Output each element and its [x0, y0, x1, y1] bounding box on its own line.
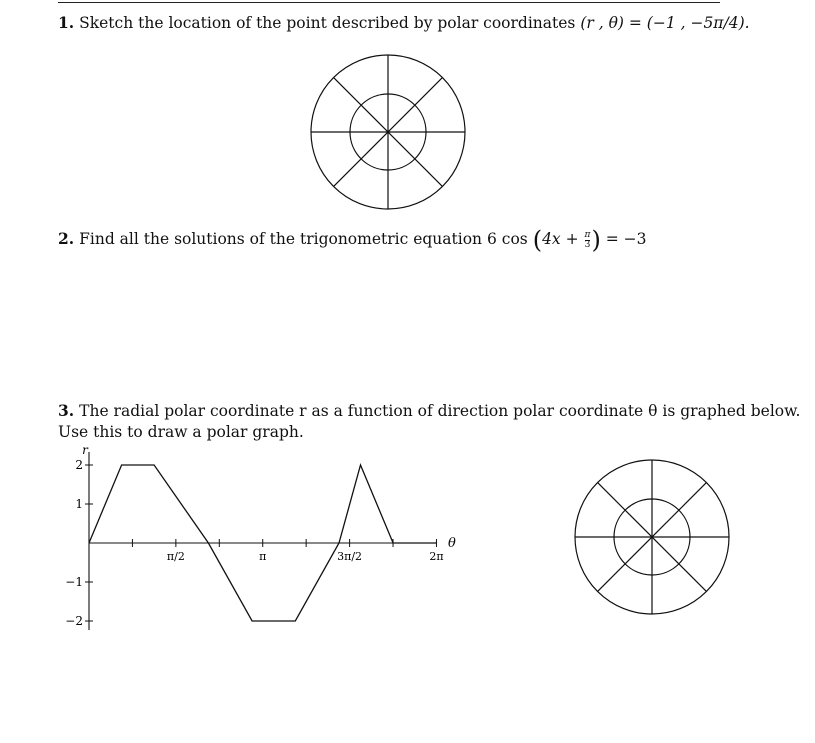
left-paren: (: [532, 226, 543, 254]
polar-grid-1: [309, 53, 469, 213]
problem-1-number: 1.: [58, 13, 75, 32]
problem-2: [58, 226, 647, 254]
problem-1: [58, 13, 750, 33]
problem-3-line-1: The radial polar coordinate r as a function of direction polar coordinate θ is graphed below.: [79, 402, 801, 420]
y-tick-label: −2: [65, 614, 83, 628]
x-tick-label: 3π/2: [337, 550, 363, 563]
problem-2-equation-rhs: = −3: [605, 230, 647, 248]
r-vs-theta-graph: [55, 442, 475, 642]
problem-1-coords: (r , θ) = (−1 , −5π/4).: [580, 14, 750, 32]
problem-3-cont: [58, 422, 304, 442]
frac-denominator: 3: [584, 239, 591, 250]
y-tick-label: −1: [65, 575, 83, 589]
polar-grid-3: [573, 458, 733, 618]
problem-3-line-2: Use this to draw a polar graph.: [58, 423, 304, 441]
x-tick-label: π: [259, 550, 267, 563]
problem-2-equation-prefix: 6 cos: [486, 230, 528, 248]
problem-1-text: Sketch the location of the point described by polar coordinates: [79, 14, 576, 32]
problem-2-number: 2.: [58, 229, 75, 248]
x-axis-label: θ: [448, 536, 456, 551]
right-paren: ): [591, 226, 601, 254]
y-axis-label: r: [82, 443, 88, 457]
pi-over-3-fraction: [585, 231, 591, 250]
frac-numerator: π: [584, 229, 591, 240]
x-tick-label: π/2: [166, 550, 185, 563]
y-tick-label: 1: [75, 497, 83, 511]
top-rule: [58, 2, 720, 3]
problem-3-number: 3.: [58, 401, 75, 420]
problem-3: [58, 401, 801, 421]
problem-2-text: Find all the solutions of the trigonometric equation: [79, 230, 483, 248]
y-tick-label: 2: [75, 458, 83, 472]
problem-2-equation-inner: 4x +: [542, 230, 584, 248]
x-tick-label: 2π: [429, 550, 444, 563]
